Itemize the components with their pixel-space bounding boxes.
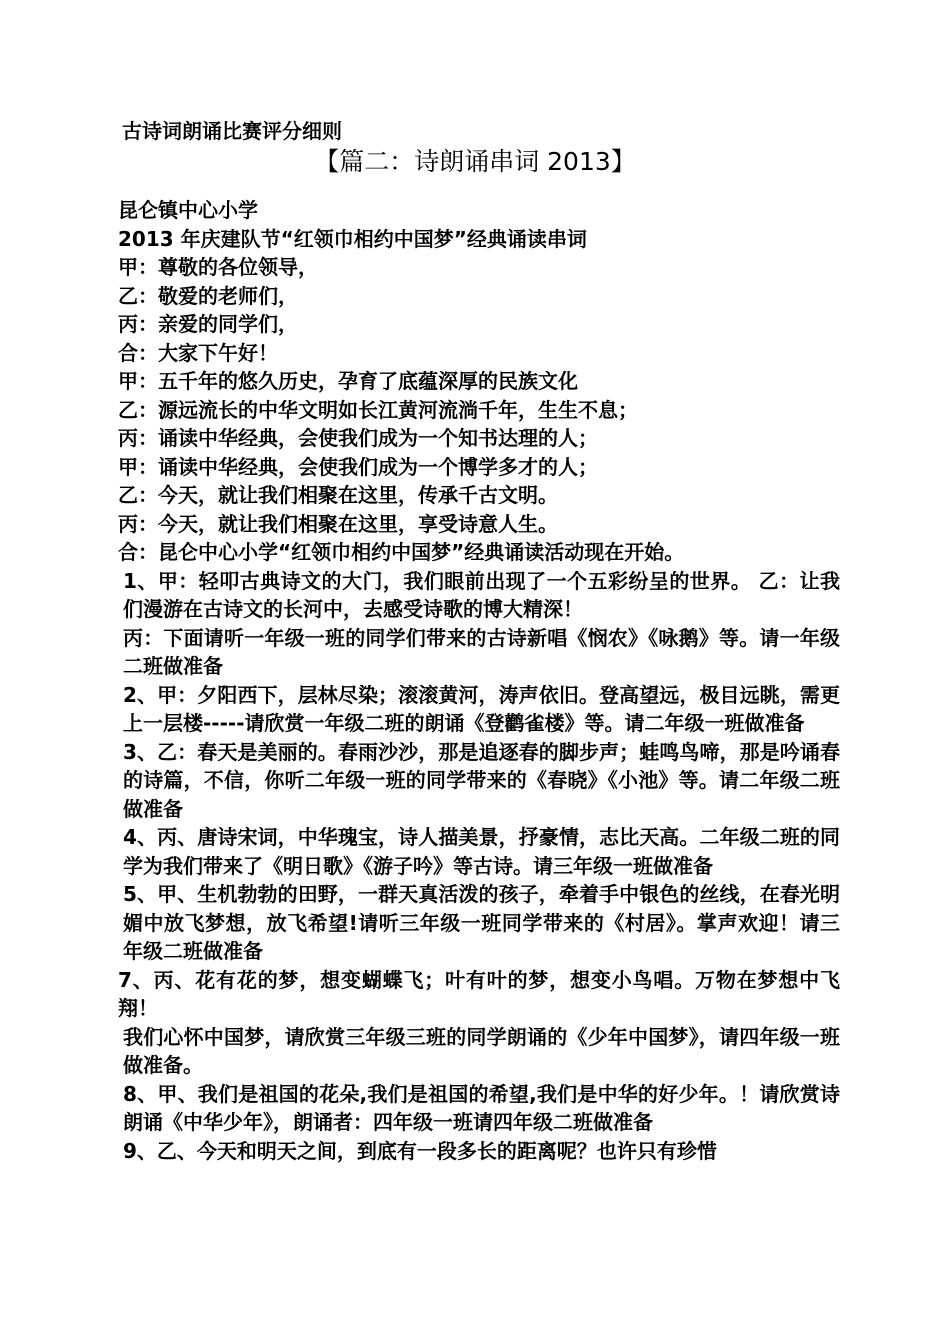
document-subtitle: 【篇二：诗朗诵串词 2013】 — [314, 147, 636, 176]
script-line: 甲：诵读中华经典，会使我们成为一个博学多才的人； — [118, 454, 598, 479]
script-line: 甲：尊敬的各位领导， — [118, 255, 318, 279]
script-line: 乙：今天，就让我们相聚在这里，传承千古文明。 — [118, 483, 558, 507]
script-line: 甲：五千年的悠久历史，孕育了底蕴深厚的民族文化 — [118, 369, 578, 393]
script-paragraph: 7、丙、花有花的梦，想变蝴蝶飞；叶有叶的梦，想变小鸟唱。万物在梦想中飞翔！ — [118, 967, 840, 1020]
script-paragraph: 2、甲：夕阳西下，层林尽染；滚滚黄河，涛声依旧。登高望远，极目远眺，需更上一层楼-----请欣赏一年级二班的朗诵《登鹳雀楼》等。请二年级一班做准备 — [123, 682, 840, 735]
document-title: 古诗词朗诵比赛评分细则 — [122, 119, 342, 143]
script-line: 乙：敬爱的老师们， — [118, 283, 298, 308]
script-paragraph: 9、乙、今天和明天之间，到底有一段多长的距离呢？也许只有珍惜 — [123, 1138, 717, 1163]
event-title: 2013 年庆建队节“红领巾相约中国梦”经典诵读串词 — [118, 226, 587, 251]
script-paragraph: 我们心怀中国梦，请欣赏三年级三班的同学朗诵的《少年中国梦》，请四年级一班做准备。 — [123, 1024, 840, 1077]
script-paragraph: 3、乙：春天是美丽的。春雨沙沙，那是追逐春的脚步声；蛙鸣鸟啼，那是吟诵春的诗篇，不信，你听二年级一班的同学带来的《春晓》《小池》等。请二年级二班做准备 — [123, 739, 840, 821]
document-body — [118, 196, 840, 1165]
script-paragraph: 丙：下面请听一年级一班的同学们带来的古诗新唱《悯农》《咏鹅》等。请一年级二班做准备 — [123, 625, 840, 678]
script-paragraph: 1、甲：轻叩古典诗文的大门，我们眼前出现了一个五彩纷呈的世界。 乙：让我们漫游在古诗文的长河中，去感受诗歌的博大精深！ — [123, 568, 840, 621]
script-paragraph: 8、甲、我们是祖国的花朵,我们是祖国的希望,我们是中华的好少年。！请欣赏诗朗诵《中华少年》，朗诵者：四年级一班请四年级二班做准备 — [123, 1081, 840, 1134]
script-line: 合：昆仑中心小学“红领巾相约中国梦”经典诵读活动现在开始。 — [118, 540, 685, 564]
script-line: 丙：诵读中华经典，会使我们成为一个知书达理的人； — [118, 426, 598, 450]
school-name: 昆仑镇中心小学 — [118, 198, 258, 222]
script-line: 合：大家下午好！ — [118, 340, 278, 365]
script-paragraph: 4、丙、唐诗宋词，中华瑰宝，诗人描美景，抒豪情，志比天高。二年级二班的同学为我们带来了《明日歌》《游子吟》等古诗。请三年级一班做准备 — [123, 825, 840, 878]
script-line: 丙：今天，就让我们相聚在这里，享受诗意人生。 — [118, 511, 558, 536]
script-paragraph: 5、甲、生机勃勃的田野，一群天真活泼的孩子，牵着手中银色的丝线，在春光明媚中放飞梦想，放飞希望!请听三年级一班同学带来的《村居》。掌声欢迎！请三年级二班做准备 — [123, 882, 840, 963]
script-line: 乙：源远流长的中华文明如长江黄河流淌千年，生生不息； — [118, 397, 638, 422]
script-line: 丙：亲爱的同学们， — [118, 312, 298, 336]
